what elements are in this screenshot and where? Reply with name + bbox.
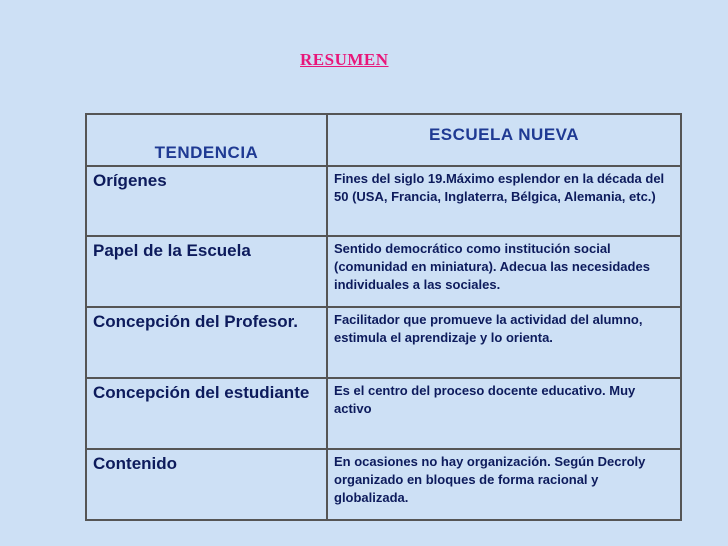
row-value: En ocasiones no hay organización. Según Decroly organizado en bloques de forma racional y globalizada.	[327, 449, 681, 520]
page-title: RESUMEN	[300, 50, 389, 69]
table-row	[86, 378, 681, 449]
summary-table	[85, 113, 682, 521]
table-row	[86, 307, 681, 378]
table-row	[86, 236, 681, 307]
table-header-row	[86, 114, 681, 166]
row-value: Es el centro del proceso docente educativo. Muy activo	[327, 378, 681, 449]
row-label: Concepción del Profesor.	[86, 307, 327, 378]
table-row	[86, 166, 681, 236]
row-label: Papel de la Escuela	[86, 236, 327, 307]
row-label: Concepción del estudiante	[86, 378, 327, 449]
row-value: Facilitador que promueve la actividad del alumno, estimula el aprendizaje y lo orienta.	[327, 307, 681, 378]
row-value: Fines del siglo 19.Máximo esplendor en la década del 50 (USA, Francia, Inglaterra, Bélgica, Alemania, etc.)	[327, 166, 681, 236]
table-row	[86, 449, 681, 520]
row-label: Contenido	[86, 449, 327, 520]
column-header-tendencia: TENDENCIA	[86, 114, 327, 166]
row-value: Sentido democrático como institución social (comunidad en miniatura). Adecua las necesidades individuales a las sociales.	[327, 236, 681, 307]
row-label: Orígenes	[86, 166, 327, 236]
column-header-escuela-nueva: ESCUELA NUEVA	[327, 114, 681, 166]
